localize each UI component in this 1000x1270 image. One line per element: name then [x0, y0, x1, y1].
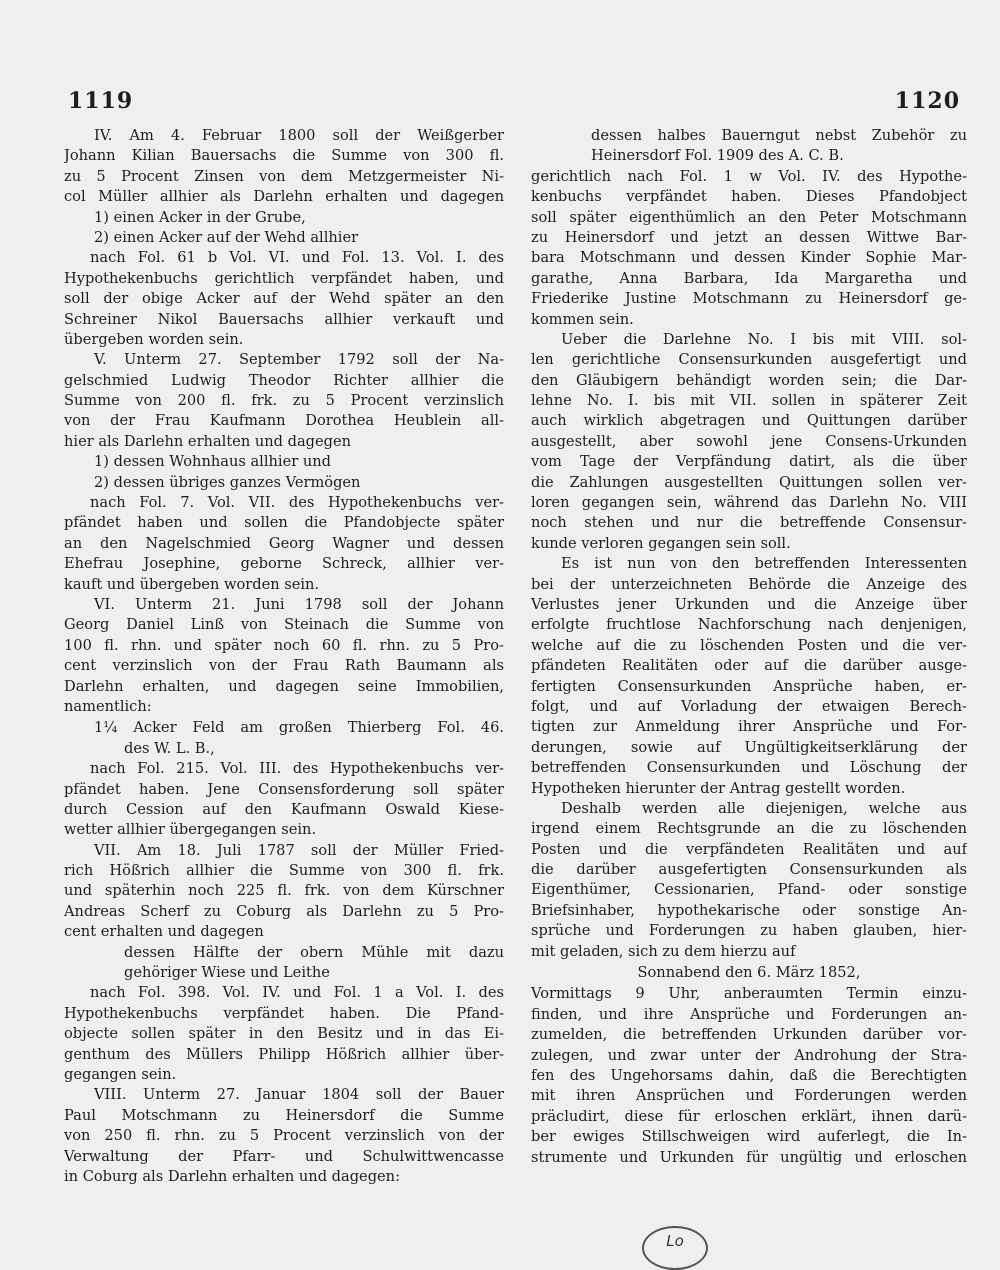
text-line: cent verzinslich von der Frau Rath Baumann als [64, 657, 504, 675]
text-line: gegangen sein. [64, 1065, 177, 1083]
text-line: Hypotheken hierunter der Antrag gestellt worden. [531, 779, 906, 797]
text-line: V. Unterm 27. September 1792 soll der Na- [94, 351, 504, 369]
text-line: hier als Darlehn erhalten und dagegen [64, 432, 352, 450]
text-line: Heinersdorf Fol. 1909 des A. C. B. [591, 147, 844, 165]
text-line: VIII. Unterm 27. Januar 1804 soll der Bauer [94, 1086, 504, 1104]
text-line: pfändet haben und sollen die Pfandobjecte später [64, 514, 504, 532]
text-line: irgend einem Rechtsgrunde an die zu löschenden [531, 820, 967, 838]
text-line: derungen, sowie auf Ungültigkeitserklärung der [531, 738, 967, 756]
text-line: Johann Kilian Bauersachs die Summe von 300 fl. [64, 147, 504, 165]
text-line: Verwaltung der Pfarr- und Schulwittwencasse [64, 1147, 504, 1165]
text-line: VII. Am 18. Juli 1787 soll der Müller Fried- [94, 841, 504, 859]
page-number-left: 1119 [68, 88, 134, 114]
text-line: die Zahlungen ausgestellten Quittungen sollen ver- [531, 473, 967, 491]
text-line: nach Fol. 398. Vol. IV. und Fol. 1 a Vol. I. des [90, 984, 504, 1002]
text-line: Vormittags 9 Uhr, anberaumten Termin einzu- [531, 985, 967, 1003]
text-line: cent erhalten und dagegen [64, 923, 264, 941]
text-line: noch stehen und nur die betreffende Consensur- [531, 514, 967, 532]
text-line: 1) einen Acker in der Grube, [94, 208, 306, 226]
text-line: col Müller allhier als Darlehn erhalten und dagegen [64, 188, 504, 206]
text-line: folgt, und auf Vorladung der etwaigen Berech- [531, 697, 967, 715]
text-line: Friederike Justine Motschmann zu Heinersdorf ge- [531, 290, 967, 308]
text-line: 1) dessen Wohnhaus allhier und [94, 453, 331, 471]
text-line: finden, und ihre Ansprüche und Forderungen an- [531, 1005, 967, 1023]
text-line: mit ihren Ansprüchen und Forderungen werden [531, 1087, 967, 1105]
text-line: Hypothekenbuchs gerichtlich verpfändet haben, und [64, 269, 504, 287]
text-line: fertigten Consensurkunden Ansprüche haben, er- [531, 677, 967, 695]
text-line: 2) einen Acker auf der Wehd allhier [94, 228, 359, 246]
text-line: übergeben worden sein. [64, 330, 244, 348]
text-line: Darlehn erhalten, und dagegen seine Immobilien, [64, 677, 504, 695]
page-number-right: 1120 [894, 88, 960, 114]
text-line: 100 fl. rhn. und später noch 60 fl. rhn. zu 5 Pro- [64, 636, 504, 654]
text-line: Paul Motschmann zu Heinersdorf die Summe [64, 1106, 504, 1124]
text-line: wetter allhier übergegangen sein. [64, 821, 317, 839]
text-line: Deshalb werden alle diejenigen, welche aus [561, 799, 967, 817]
text-line: bara Motschmann und dessen Kinder Sophie Mar- [531, 249, 967, 267]
text-line: Hypothekenbuchs verpfändet haben. Die Pfand- [64, 1004, 504, 1022]
text-line: welche auf die zu löschenden Posten und die ver- [531, 636, 967, 654]
text-line: gerichtlich nach Fol. 1 w Vol. IV. des Hypothe- [531, 167, 967, 185]
text-line: soll der obige Acker auf der Wehd später an den [64, 290, 504, 308]
text-line: auch wirklich abgetragen und Quittungen darüber [531, 412, 967, 430]
text-line: nach Fol. 7. Vol. VII. des Hypothekenbuchs ver- [90, 494, 504, 512]
text-line: durch Cession auf den Kaufmann Oswald Kiese- [64, 800, 504, 818]
text-line: kauft und übergeben worden sein. [64, 575, 320, 593]
text-line: gelschmied Ludwig Theodor Richter allhier die [64, 371, 504, 389]
text-line: zumelden, die betreffenden Urkunden darüber vor- [531, 1026, 967, 1044]
text-line: kunde verloren gegangen sein soll. [531, 534, 791, 552]
text-line: vom Tage der Verpfändung datirt, als die über [531, 453, 967, 471]
text-line: den Gläubigern behändigt worden sein; die Dar- [531, 371, 967, 389]
text-line: fen des Ungehorsams dahin, daß die Berechtigten [531, 1066, 967, 1084]
text-line: mit geladen, sich zu dem hierzu auf [531, 942, 796, 960]
text-line: namentlich: [64, 697, 152, 715]
text-line: kommen sein. [531, 310, 634, 328]
text-line: IV. Am 4. Februar 1800 soll der Weißgerber [94, 127, 504, 144]
text-line: pfändet haben. Jene Consensforderung soll später [64, 780, 504, 798]
text-line: Sonnabend den 6. März 1852, [637, 964, 861, 982]
text-line: erfolgte fruchtlose Nachforschung nach denjenigen, [531, 616, 967, 634]
text-line: pfändeten Realitäten oder auf die darüber ausge- [531, 657, 967, 675]
text-line: loren gegangen sein, während das Darlehn No. VIII [531, 494, 967, 512]
text-line: Ehefrau Josephine, geborne Schreck, allhier ver- [64, 555, 504, 573]
text-line: strumente und Urkunden für ungültig und erloschen [531, 1148, 967, 1166]
text-line: die darüber ausgefertigten Consensurkunden als [531, 861, 967, 879]
text-line: soll später eigenthümlich an den Peter Motschmann [531, 208, 967, 226]
text-line: gehöriger Wiese und Leithe [124, 964, 330, 982]
text-line: Verlustes jener Urkunden und die Anzeige über [531, 595, 967, 613]
text-line: von 250 fl. rhn. zu 5 Procent verzinslich von der [64, 1127, 504, 1145]
text-line: ausgestellt, aber sowohl jene Consens-Urkunden [531, 432, 967, 450]
text-line: an den Nagelschmied Georg Wagner und dessen [64, 534, 504, 552]
left-text-column [64, 126, 504, 1187]
text-line: bei der unterzeichneten Behörde die Anzeige des [531, 575, 967, 593]
text-line: lehne No. I. bis mit VII. sollen in späterer Zeit [531, 392, 967, 410]
text-line: 2) dessen übriges ganzes Vermögen [94, 473, 361, 491]
text-line: Eigenthümer, Cessionarien, Pfand- oder sonstige [531, 881, 967, 899]
library-stamp: Lo [642, 1226, 708, 1270]
text-line: rich Hößrich allhier die Summe von 300 fl. frk. [64, 862, 504, 880]
text-line: garathe, Anna Barbara, Ida Margaretha und [531, 269, 967, 287]
text-line: betreffenden Consensurkunden und Löschung der [531, 759, 967, 777]
text-line: kenbuchs verpfändet haben. Dieses Pfandobject [531, 188, 967, 206]
text-line: Briefsinhaber, hypothekarische oder sonstige An- [531, 901, 967, 919]
text-line: Ueber die Darlehne No. I bis mit VIII. sol- [561, 330, 967, 348]
text-line: und späterhin noch 225 fl. frk. von dem Kürschner [64, 882, 504, 900]
text-line: Andreas Scherf zu Coburg als Darlehn zu 5 Pro- [64, 902, 504, 920]
text-line: von der Frau Kaufmann Dorothea Heublein all- [64, 412, 504, 430]
text-line: dessen Hälfte der obern Mühle mit dazu [124, 943, 504, 961]
text-line: Schreiner Nikol Bauersachs allhier verkauft und [64, 310, 504, 328]
text-line: len gerichtliche Consensurkunden ausgefertigt und [531, 351, 967, 369]
text-line: objecte sollen später in den Besitz und in das Ei- [64, 1025, 504, 1043]
text-line: tigten zur Anmeldung ihrer Ansprüche und For- [531, 718, 967, 736]
text-line: 1¼ Acker Feld am großen Thierberg Fol. 46. [94, 719, 504, 737]
text-line: Es ist nun von den betreffenden Interessenten [561, 555, 967, 573]
text-line: Summe von 200 fl. frk. zu 5 Procent verzinslich [64, 392, 504, 410]
text-line: in Coburg als Darlehn erhalten und dagegen: [64, 1167, 400, 1185]
text-line: sprüche und Forderungen zu haben glauben, hier- [531, 922, 967, 940]
text-line: zu 5 Procent Zinsen von dem Metzgermeister Ni- [64, 167, 504, 185]
text-line: zu Heinersdorf und jetzt an dessen Wittwe Bar- [531, 228, 967, 246]
right-text-column [531, 126, 967, 1168]
text-line: nach Fol. 61 b Vol. VI. und Fol. 13. Vol. I. des [90, 249, 504, 267]
text-line: genthum des Müllers Philipp Hößrich allhier über- [64, 1045, 504, 1063]
text-line: VI. Unterm 21. Juni 1798 soll der Johann [94, 595, 504, 613]
text-line: Georg Daniel Linß von Steinach die Summe von [64, 616, 504, 634]
text-line: des W. L. B., [124, 739, 215, 757]
text-line: ber ewiges Stillschweigen wird auferlegt, die In- [531, 1128, 967, 1146]
text-line: präcludirt, diese für erloschen erklärt, ihnen darü- [531, 1107, 967, 1125]
text-line: dessen halbes Bauerngut nebst Zubehör zu [591, 127, 967, 144]
text-line: nach Fol. 215. Vol. III. des Hypothekenbuchs ver- [90, 760, 504, 778]
text-line: zulegen, und zwar unter der Androhung der Stra- [531, 1046, 967, 1064]
text-line: Posten und die verpfändeten Realitäten und auf [531, 840, 967, 858]
